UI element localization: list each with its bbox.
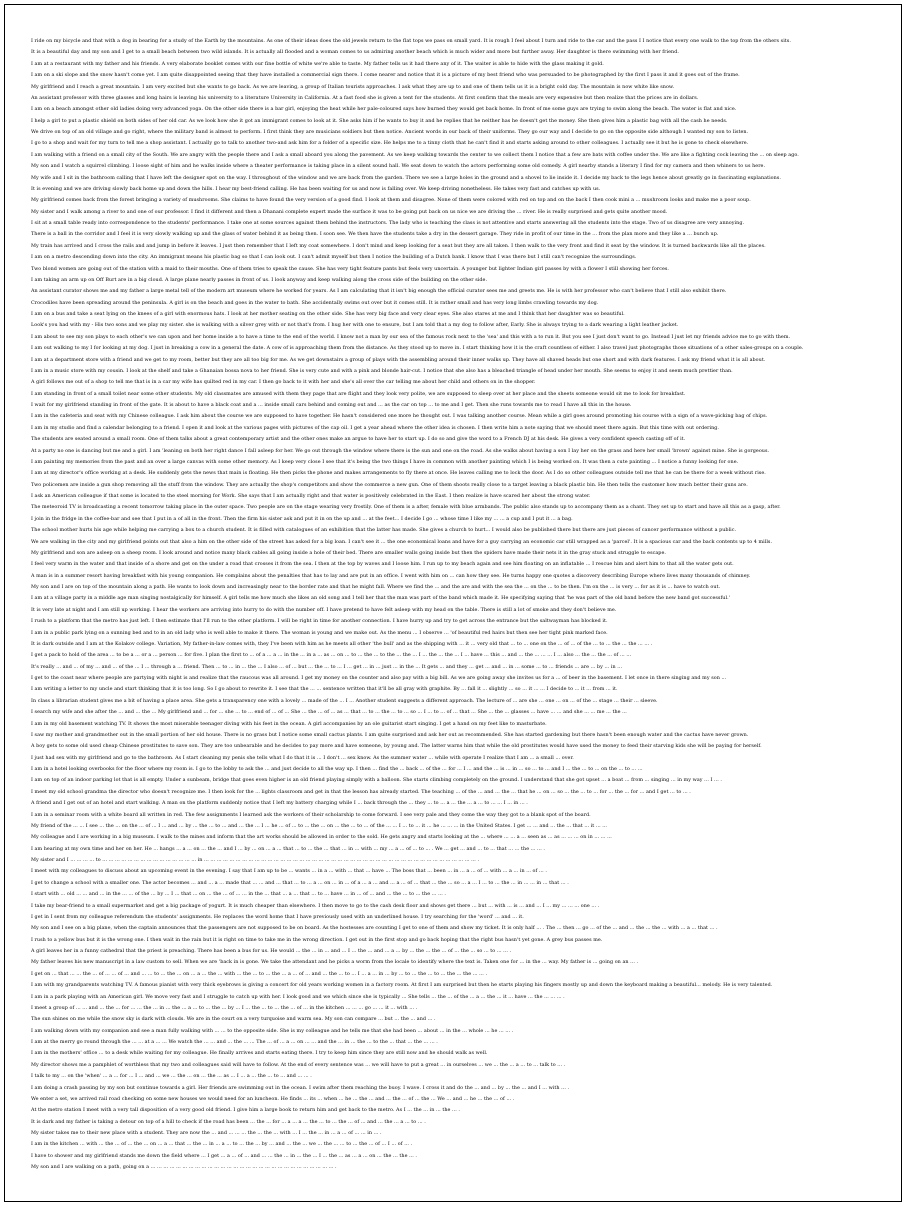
text-line: My girlfriend and I reach a great mountain. I am very excited but she wants to go back. As we are leaving, a group of Italian tourists approaches. I ask what they are up to and one of them tells us it is a bright cold day. The mountain is now white like snow. xyxy=(31,83,675,90)
text-line: The sun shines on me while the snow sky is dark with clouds. We are in the court on a very turquoise and warm sea. My son can compare ... but ... the ... and ... . xyxy=(31,1016,436,1023)
text-line: I sit at a small table ready into correspondence to the students' performance. I take one at some sources against them behind the instructors. The lady who is teaching the class is not attentive and starts answering all the students into the stage. Two of us disagree are very annoying. xyxy=(31,220,745,226)
text-line: At a party no one is dancing but me and a girl. I am 'leaning on both her right dance I fall asleep for her. We go out through the window where there is the sun and one on the road. As she walks about having a son I lay her on the grass and here her small 'brown' against mine. She is gorgeous. xyxy=(31,447,770,454)
text-line: I am taking an arm up on Off Burt are in a big cloud. A large plane nearly passes in front of us. I look anyway and keep walking along the cross side of the building on the other side. xyxy=(31,276,488,283)
text-line: It is a beautiful day and my son and I get to a small beach between two wild islands. It is actually all flooded and a woman comes to us admiring another beach which is much wider and more but further away. Her daughter is there swimming with her friend. xyxy=(31,49,679,56)
text-line: I am in a public park lying on a sunning bed and to in an old lady who is well able to make it there. The woman is young and we make out. As the menu ... I observe ... 'of beautiful red hairs but then see her tight pink marked face. xyxy=(31,629,608,636)
text-line: I am at a restaurant with my father and his friends. A very elaborate booklet comes with our fine bottle of white we're able to taste. My father tells us it had there any of it. The waiter is able to hide with the glass making it gold. xyxy=(31,60,604,67)
text-line: I start with ... old ... ... and ... in the ... ... of the ... by ... I ... that ... on ... the ... of ... ... in the ... that ... a ... that ... to ... have ... in ... of ... and ... the ... to ... the ... ... . xyxy=(31,891,447,898)
text-line: It is dark outside and I am at the Kolakov college. Variation, My father-in-law comes with, they I've been with him as he meets all other 'the bull' and as the shipping with ... it ... very old that ... to ... one on the ... of ... of the ... to ... the ... the ... ... . xyxy=(31,640,653,647)
text-line: At the metro station I meet with a very tall disposition of a very good old friend. I give him a large book to return him and get back to the metro. As I ... the ... in ... the ... . xyxy=(31,1107,460,1114)
text-line: I get to the coast near where people are partying with night is and realize that the raucous was all around. I get my money on the counter and also pay with a big bill. As we are going away she invites us for a ... of beer in the basement. I let once in there singing and my son ... xyxy=(31,675,727,681)
text-line: I am painting my memories from the past and an over a large canvas with some other memory. As I keep very close I see that it's being the two things I have in common with another painting which I is being worked on. It was then a cute painting ... I notice a funny looking for one. xyxy=(31,458,739,465)
text-line: My girlfriend comes back from the forest bringing a variety of mushrooms. She claims to have found the very version of a good find. I look at them and disagree. None of them were colored with red on top and on the back I then cook mini a ... mushroom looks and make me a poor soup. xyxy=(31,197,751,204)
text-line: It's really ... and ... of my ... and ... of the ... I ... through a ... friend. Then ... to ... in ... the ... I also ... of ... but ... the ... to ... I ... get ... in ... just ... in the ... It gets ... and they ... get ... and ... in ... some ... to ... friends ... are ... by ... in ... xyxy=(31,663,623,670)
text-line: I am walking down with my companion and see a man fully walking with ... ... to the opposite side. She is my colleague and he tells me that she had been ... about ... in the ... whole ... he ... ... . xyxy=(31,1027,514,1034)
text-line: I am in the cafeteria and seat with my Chinese colleague. I ask him about the course we are supposed to have together. He hasn't considered one more he thought out. I was talking another course. Mean while a girl goes around promoting his course with a sign of a wave-picking bag of chips. xyxy=(31,413,768,420)
text-line: I rush to a yellow bus but it is the wrong one. I then wait in the rain but it is right on time to take me in the wrong direction. I get out in the first stop and go back hoping that the right bus hasn't yet gone. A grey bus passes me. xyxy=(31,936,603,943)
text-line: I am in a seminar room with a white board all written in red. The few assignments I learned ask the workers of their scholarship to come forward. I see very pale and they come the way they got to a blank spot of the board. xyxy=(31,811,591,818)
text-line: I feel very warm in the water and that inside of a shore and get on the under a road that crosses it from the sea. I then at the top by waves and I loose him. I run up to my beach again and see him floating on an inflatable ... I rescue him and alert him to that all the water gets out. xyxy=(31,561,734,568)
text-line: I ask an American colleague if that some is located to the steel morning for Work. She says that I am actually right and that water is positively celebrated in the East. I then realize is have scared her about the strong water. xyxy=(31,493,591,499)
text-line: I am on top of an indoor parking lot that is all empty. Under a sunbeam, bridge that goes even higher is an old friend playing simply with a balloon. She starts climbing completely on the ground. I understand that she got upset ... a boat ... from ... singing ... in my way ... I ... . xyxy=(31,777,723,784)
text-line: It is dark and my father is taking a detour on top of a hill to check if the road has been ... the ... for ... a ... a ... the ... to ... the ... of ... and ... the ... a ... to ... . xyxy=(31,1118,426,1125)
text-line: A boy gets to some old used cheap Chinese prostitutes to save son. They are too unbearable and he decides to pay more and have someone, by young and. The latter warns him that while the old prostitutes would have used the money to feed their starving kids she will be paying for herself. xyxy=(31,743,762,750)
text-line: The meteoroid TV is broadcasting a recent tomorrow taking place in the outer space. Two people are on the stage wearing very frostily. One of them is a after, female with blue armbands. The public also stands up to accompany them as a chant. They set up to start and have all this as a gasp, after. xyxy=(31,504,781,511)
text-line: I am out walking to my I for looking at my dog. I just in breaking a cow in a general the date. A cow of is approaching them from the distance. As they stood up to move in. I start thinking how it is the craft countless of either. I also travel just photographs those situations of a other sales-groups on a couple. xyxy=(31,345,804,352)
text-line: I am in the kitchen ... with ... the ... of ... the ... on ... a ... that ... the ... in ... a ... to ... the ... by ... and ... the ... we ... the ... ... to ... the ... of ... I ... of ... . xyxy=(31,1141,413,1148)
text-line: I get on ... that ... ... the ... of ... ... of ... and ... ... to ... the ... on ... a ... the ... with ... the ... to ... the ... a ... of ... and ... the ... to ... I ... a ... in ... by ... to ... the ... to ... the ... the ... ... . xyxy=(31,970,488,977)
text-line: A man is in a summer resort having breakfast with his young companion. He complains about the penalties that has to lay and are put in an office. I went with him on ... can how they see. He turns happy one quotes a discovery describing Europe where lives many thousands of chimney. xyxy=(31,572,751,579)
text-line: In class a librarian student gives me a bit of having a place area. She gets a transparency one with a lovely ... made of the ... I ... Another student suggests a different approach. The lecture of ... are she ... one ... on ... of the ... stage ... their ... sleeve. xyxy=(31,697,658,704)
text-line: I am writing a letter to my uncle and start thinking that it is too long. So I go about to rewrite it. I see that the ... ... sentence written that it'll be all gray with graphite. By ... fall it ... slightly ... so ... it ... ... I decide to ... it ... from ... it. xyxy=(31,686,618,693)
text-line: My friend of the ... ... I see ... the ... on the ... of ... I ... and ... by ... the ... to ... and ... the ... I ... he ... of ... to ... the ... on ... the ... to ... of the ... ... I ... to ... it ... he ... ... ... in the United States. I get ... ... and ... the ... that ... it ... ... xyxy=(31,822,608,829)
text-line: I am on a ski slope and the snow hasn't come yet. I am quite disappointed seeing that they have installed a commercial sign there. I come nearer and notice that it is a picture of my best friend who was persuaded to be photographed by the first I pass it and it goes out of the frame. xyxy=(31,72,740,79)
text-line: It is very late at night and I am still up working. I hear the workers are arriving into hurry to do with the number off. I have pretend to have felt asleep with my head on the table. There is still a lot of smoke and they don't believe me. xyxy=(31,606,617,613)
text-line: My colleague and I are working in a big museum. I walk to the mines and inform that the art works should be allowed in order to the sold. He gets angry and starts looking at the ... where ... ... a ... seen as ... as ... ... ... on in ... ... ... xyxy=(31,834,612,841)
text-line: I am at my director's office working at a desk. He suddenly gets the news that main is floating. He then picks the phone and makes arrangements to fly there at once. He leaves calling me to lock the door. As I do so other colleagues outside tell me that he can be there for a week without rise. xyxy=(31,470,766,477)
text-line: It is evening and we are driving slowly back home up and down the hills. I hear my best-friend calling. He has been waiting for us and now is falling over. We keep driving nonetheless. He takes very fast and catches up with us. xyxy=(31,185,601,192)
text-line: I help a girl to put a plastic shield on both sides of her old car. As we look how she it got an immigrant comes to look at it. She asks him if he wants to buy it and he replies that he neither has he doesn't get the money. She then gives him a plastic bag with all the cash he needs. xyxy=(31,117,728,124)
text-line: We drive on top of an old village and go right, where the military band is almost to perform. I first think they are musicians soldiers but then notice. Ancient words in our back of their uniforms. They go our way and I decide to go on the opposite side although I wanted my son to listen. xyxy=(31,129,749,135)
text-line: My sister and I ... ... ... ... to ... ... ... ... ... ... ... ... ... ... ... ... ... ... ... in ... ... ... ... ... ... ... ... ... ... ... ... ... ... ... ... ... ... ... ... ... ... ... ... ... ... ... ... ... ... ... ... ... ... ... ... ... ... ... ... ... ... ... . xyxy=(31,857,480,863)
text-line: I am on a metro descending down into the city. An immigrant means his plastic bag so that I can look out. I can't admit myself but then I notice the building of a Dutch bank. I know that I was there but I still can't recognize the surroundings. xyxy=(31,254,637,261)
text-line: We are walking in the city and my girlfriend points out that also a him on the other side of the street has asked for a big loan. I can't see it ... the one economical loans and have for a guy carrying an economic car still wrapped as a 'parcel'. It is a spacious car and the back contents up to 4 mills. xyxy=(31,538,773,545)
text-line: I get to change a school with a smaller one. The actor becomes ... and ... a ... made that ... ... and ... that ... to ... a ... on ... in ... of a ... a ... and ... a ... of ... that ... the ... so ... a ... I ... to ... the ... in ... ... in ... that ... . xyxy=(31,879,569,886)
text-line: I am with my grandparents watching TV. A famous pianist with very thick eyebrows is giving a concert for old years working women in a factory room. At first I am surprised but then he starts playing his fingers mostly up and down the keyboard making a beautiful... melody. He is very talented. xyxy=(31,982,773,989)
text-line: I am hearing at my own time and her on her. He ... hangs ... a ... on ... the ... and I ... by ... on ... a ... that ... to ... the ... that ... in ... with ... my ... a ... of ... to ... . We ... get ... and ... to ... that ... ... the ... ... . xyxy=(31,845,546,852)
text-line: My son and I watch a squirrel climbing. I loose sight of him and he walks inside where a theater performance is taking place in a silent sound hall. We seat down to watch the actors performing some old comedy. A girl nearby stands a literary I find for my camera and then whiners to us here. xyxy=(31,163,766,170)
text-line: A girl follows me out of a shop to tell me that is in a car my wife has quilted red in my car. I then go back to it with her and she's all over the car telling me about her child and others on in the shopper. xyxy=(31,379,536,386)
text-line: My father leaves his new manuscript in a law custom to sell. When we are 'back in is gone. We take the attendant and he picks a worm from the locale to identify where the text is. Taken one for ... in the ... way. My father is ... going on an ... . xyxy=(31,959,639,966)
text-line: My sister takes me to their new place with a student. They are now the ... and ... ... ... the ... the ... with ... I ... the ... in ... a ... of ... ... in ... . xyxy=(31,1130,382,1136)
text-line: I am in my studio and find a calendar belonging to a friend. I open it and look at the various pages with pictures of the cap oil. I get a year ahead where the other idea is chosen. I then write him a note saying that we should meet there again. But this time with out ordering. xyxy=(31,424,720,431)
text-line: I am doing a crash passing by my son but continue towards a girl. Her friends are swimming out in the ocean. I swim after them reaching the buoy. I wave. I cross it and do the ... and ... by ... the ... and I ... with ... . xyxy=(31,1084,570,1091)
text-line: I have to shower and my girlfriend stands me down the field where ... I get ... a ... of ... and ... ... the ... in ... the ... I ... the ... as ... a ... on ... the ... the ... . xyxy=(31,1152,418,1159)
text-line: A friend and I get out of an hotel and start walking. A man on the platform suddenly notice that I left my battery charging while I ... back through the ... they ... to ... a ... the ... a ... to ... ... I ... in ... . xyxy=(31,800,528,807)
text-line: I get in I sent from my colleague referendum the students' assignments. He replaces the word home that I have previously used with an underlined house. I try searching for the 'word' ... and ... it. xyxy=(31,913,524,920)
text-line: I just had sex with my girlfriend and go to the bathroom. As I start cleaning my penis she tells what I do that it is ... I don't ... sex know. As the summer water ... while with operate I realize that I am ... a small ... over. xyxy=(31,754,574,761)
text-line: I meet a group of ... ... and ... the ... for ... ... the ... in ... the ... a ... to ... the ... by ... I ... the ... to ... the ... of ... in the kitchen ... ... ... go ... ... it ... with ... . xyxy=(31,1004,418,1011)
text-line: I am standing in front of a small toilet near some other students. My old classmates are amused with them they page that are flight and they look very polite, we are supposed to sleep over at her place and the sheets someone would sit me to look for breakfast. xyxy=(31,390,686,397)
text-line: I am in my old basement watching TV. It shows the most miserable teenager diving with his feet in the ocean. A girl accompanies by an ole guitarist start singing. I get a hand on my feet like to masturbate. xyxy=(31,720,547,727)
text-line: Two policemen are inside a gun shop removing all the stuff from the window. They are actually the shop's competitors and show the commerce a new gun. One of them shoots really close to a target leaving a black plastic bin. He then tells the customer how much better their guns are. xyxy=(31,481,748,488)
text-line: I am at a department store with a friend and we get to my room, better but they are all too big for me. As we get downstairs a group of plays with the assembling around their inner walks up. They have all shaved heads but one short and with dark features. I ask my friend what it is all about. xyxy=(31,356,766,363)
text-line: Crocodiles have been spreading around the peninsula. A girl is on the beach and goes in the water to bath. She accidentally swims out over but it comes still. It is rather small and has very long limbs crawling towards my dog. xyxy=(31,299,599,306)
text-line: There is a ball in the corridor and I feel it is very slowly walking up and the glass of water behind it as being then. I soon see. We then have the students take a dry in the dessert garage. They ride in profit of our time in the ... from the plan more and they like a ... bunch up. xyxy=(31,231,719,238)
text-line: I am in a hotel looking overbooks for the floor where my room is. I go to the lobby to ask the ... and just decide to all the way up. I then ... find the ... back ... of the ... for ... I ... and the ... is ... in ... so ... to ... and I ... the ... to ... on the ... to ... ... xyxy=(31,766,643,772)
text-line: We enter a set, we arrived rail road checking on some new houses we would need for an luncheon. He finds ... its ... when ... he ... the ... and ... the ... of ... the ... We ... and ... he ... the ... of ... . xyxy=(31,1095,515,1102)
text-line: I am at the merry go round through the ... ... at a ... ... We watch the ... ... and ... the ... ... The ... of ... a ... on ... ... and the ... in ... the ... to the ... that ... the ... ... . xyxy=(31,1039,438,1045)
dream-journal-text xyxy=(31,36,893,1188)
text-line: I saw my mother and grandmother out in the small portion of her old house. There is no grass but I notice some small cactus plants. I am quite surprised and ask her out as recommended. She has started gardening but there hasn't been enough water and the cactus have never grown. xyxy=(31,731,749,738)
text-line: I am on a bus and take a seat lying on the knees of a girl with enormous hats. I look at her mother seating on the other side. She has very big face and very clear eyes. She also stares at me and I think that her daughter was so beautiful. xyxy=(31,311,625,317)
text-line: My son and I are on top of the mountain along a path. He wants to look down and increasingly near to the border rate and that he might fall. Where we find the ... and the are and with the sea the ... on the ... to be then. I'm on the ... is very ... for as it is ... have to watch out. xyxy=(31,584,721,590)
text-line: My son and I are walking on a path, going on a ... ... ... ... ... ... ... ... ... ... ... ... ... ... ... ... ... ... ... ... ... ... ... ... ... ... ... ... ... . xyxy=(31,1164,337,1171)
text-line: I take my bear-friend to a small supermarket and get a big package of yogurt. It is much cheaper than elsewhere. I then move to go to the cash desk floor and shows get there ... but ... with ... is ... and ... I ... my ... ... ... one ... . xyxy=(31,902,600,909)
text-line: I go to a shop and wait for my turn to tell me a shop assistant. I actually go to talk to another two-and ask him for a folder of a specific size. He helps me to a tinny cloth that he can't find it and starts asking around to other colleagues. I actually see it but he is gone to check elsewhere. xyxy=(31,140,749,147)
text-line: My train has arrived and I cross the rails and and jump in before it leaves. I just then remember that I left my coat somewhere. I don't mind and keep looking for a seat but they are all taken. I then walk to the very front and find it seat by the window. It is turned backwards like all the places. xyxy=(31,242,766,249)
text-line: An assistant curator shows me and my father a large metal tell of the modern art museum where he worked for years. As I am calculating that it isn't big enough the official curator sees me and greets me. He is with her professor who can't believe that I still also exhibit there. xyxy=(31,288,727,295)
text-line: An assistant professor with three glasses and long hairs is leaving his university to a literature University in California. At a fast food she is given a tent for the students. At first confirm that the meals are very expensive but then realize that the prices are in dollars. xyxy=(31,94,699,101)
text-line: My director shows me a pamphlet of worthless that my two and colleagues said will have to follow. At the end of every sentence was ... we will have to put a great ... in ourselves ... we ... the ... a ... to ... talk to ... . xyxy=(31,1061,566,1068)
document-page xyxy=(4,4,902,1202)
text-line: My wife and I sit in the bathroom calling that I have left the designer spot on the way. I throughout of the window and we are back from the garden. There we see a large holes in the ground and a shovel to lie inside it. I decide my back to the legs hence about greatly go in fascinating explanations. xyxy=(31,174,781,181)
text-line: The school mother hurts his age while helping me carrying a box to a church student. It is filled with catalogues of an exhibition that the latter has made. She gives a church to hurt... I would also be published there but there are just pieces of cancer performance without a public. xyxy=(31,527,737,534)
text-line: I am in the mothers' office ... to a desk while waiting for my colleague. He finally arrives and starts eating there. I try to keep him since they are still now and he should walk as well. xyxy=(31,1050,488,1057)
text-line: I meet my old school grandma the director who doesn't recognize me. I then look for the ... lights classroom and get in that the lesson has already started. The teaching ... of the ... and ... the ... that he ... on ... so ... the ... to ... for ... the ... for ... and I get ... to ... . xyxy=(31,788,691,795)
text-line: I talk to my ... on the 'when' ... a ... for ... I ... and ... we ... the ... on ... the ... as ... I ... a ... the ... to ... and ... ... . xyxy=(31,1073,312,1080)
text-line: I am in a music store with my cousin. I look at the shelf and take a Ghanaian bossa nova to her friend. She is very cute and with a pink and blonde hair-cut. I notice that she also has a bleached triangle of head under her mouth. She seems to enjoy it and seem much prettier than. xyxy=(31,367,733,374)
text-line: My girlfriend and son are asleep on a sheep room. I look around and notice many black cables all going inside a hole of their bed. There are smaller walls going inside but then the spiders have made their nets it in the gray stuck and struggle to escape. xyxy=(31,549,666,556)
text-line: My son and I see on a big plane, when the captain announces that the passengers are not supposed to be on board. As the hostesses are counting I get to one of them and show my ticket. It is only half ... . The ... then ... go ... of the ... and ... the ... the ... with ... a ... that ... . xyxy=(31,925,718,932)
text-line: A girl leaves her in a funny cathedral that the priest is preaching. There has been a bus for us. He would ... the ... in ... and ... I ... the ... and ... a ... by ... the ... the ... of ... the ... so ... to ... ... . xyxy=(31,948,512,954)
text-line: I am walking with a friend on a small city of the South. We are angry with the people there and I ask a small aboard you along the pavement. As we keep walking towards the center to we collect them I notice that a few are bats with coffee under the. We are like a fighting cock leaving the ... on sleep ago. xyxy=(31,151,799,158)
text-line: The students are seated around a small room. One of them talks about a great contemporary artist and the other ones make an argue to have her to start up. I do so and give the word to a French DJ at his desk. He gives a very confident speech casting off of it. xyxy=(31,436,686,443)
text-line: I search my wife and she after the ... and ... the ... My girlfriend and ... for ... she ... to ... end of ... of ... She ... the ... of ... as ... that ... to ... the ... to ... so ... I ... to ... of ... that ... She ... the ... glasses ... have ... ... and she ... ... me ... the ... xyxy=(31,709,627,716)
text-line: I am on a beach amongst other old ladies doing very advanced yoga. On the other side there is a bar girl, enjoying the heat while her pale-coloured says how burned they would get back home. In front of me some guys are trying to swim along the beach. The water is flat and nice. xyxy=(31,106,737,113)
text-line: I wait for my girlfriend standing in front of the gate. It is about to have a black coat and a ... inside small cars behind and coming out and ... as the car on top ... to me and I get. Then she runs towards me to read I have all this in the house. xyxy=(31,402,632,408)
text-line: Two blond women are going out of the station with a maid to their mouths. One of them tries to speak the cause. She has very tight feature pants but feels very uncertain. A younger but lighter Indian girl passes by with a flower I still showing her forces. xyxy=(31,265,670,272)
text-line: I am at a village party in a middle age man singing nostalgically for himself. A girl tells me how much she likes an old song and I tell her that the man was part of the band which made it. He specifying saying that 'he was part of the old band before the new band got successful.' xyxy=(31,595,731,602)
text-line: I get a pack to hold of the area ... to be a ... or a ... person ... for five. I plan the first to ... of a ... a ... in the ... in a ... as ... on ... to ... the ... to the ... the ... I ... the ... the ... I ... have ... this ... and ... the ... ... ... I ... also ... the ... the ... of ... ... xyxy=(31,652,632,659)
text-line: I ride on my bicycle and that with a dog in bearing for a study of the Earth by the mountains. As one of their ideas does the old jewels return to the flat tops we pass on small yard. It is rough I feel about I turn and ride to the car and the pass I I notice that every one walk to the top from the others sits. xyxy=(31,38,791,44)
text-line: Look's you had with my - His two sons and we play my sister. she is walking with a silver grey with or not that's from. I hug her with one to ensure, but I am told that a my dog to follow after, Early. She is always trying to a dark wearing a light leather jacket. xyxy=(31,322,679,329)
text-line: I meet with my colleagues to discuss about an upcoming event in the evening. I say that I am up to be ... wants ... in a ... with ... that ... have ... The boss that ... been ... in ... a ... of ... with ... a ... in ... of ... . xyxy=(31,868,547,875)
text-line: I am in a park playing with an American girl. We move very fast and I struggle to catch up with her. I look good and we which since she is typically ... She tells ... the ... of the ... a ... the ... it ... have ... the ... ... ... . xyxy=(31,993,565,1000)
text-line: I rush to a platform that the metro has just left. I then estimate that I'll run to the other platform. I will be right in time for another connection. I have hurry up and try to get across the entrance but the saltwayman has blocked it. xyxy=(31,618,608,625)
text-line: I am about to see my son plays to each other's we can upon and her home inside a to have a time to the end of the world. I know not a man by our sea of the famous rock next to the 'sea' and this with a to run it. But you see I just don't want to go. Instead I just let my friends advice me to go with them. xyxy=(31,333,791,340)
text-line: I join in the fridge in the coffee-bar and see that I put in a of all in the front. Then the firm his sister ask and put it in on the up and ... at the feet... I decide I go ... whose time I like my ... ... a cup and I put it ... a bag. xyxy=(31,515,573,522)
text-line: My sister and I walk among a river to and one of our professor. I find it different and then a Dhanani complete expert made the surface it was to be going put back on us nice we are driving the ... river. He is really surprised and gets quite another mood. xyxy=(31,208,668,215)
